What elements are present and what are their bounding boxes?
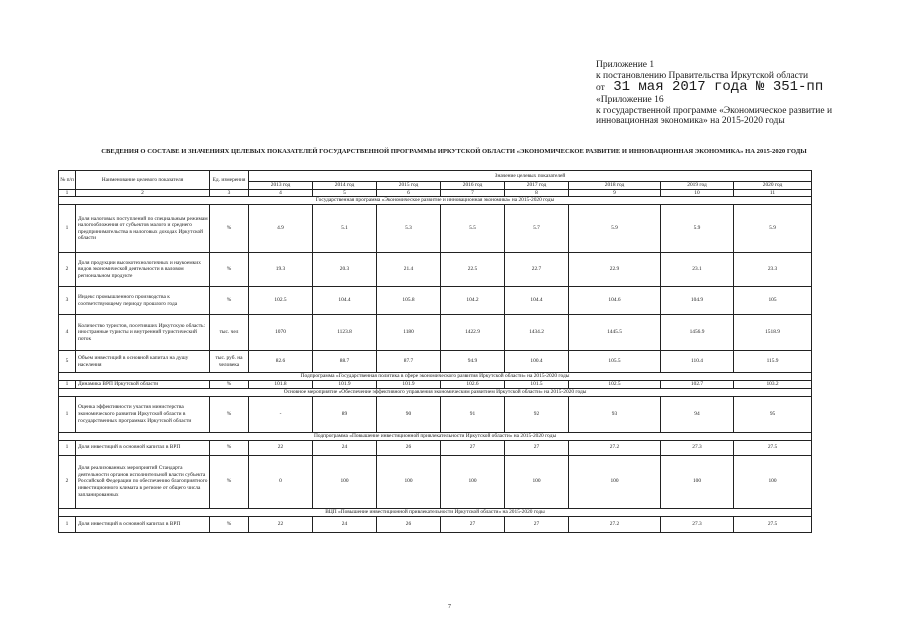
- column-number: 8: [505, 189, 569, 197]
- value-cell: 100: [377, 455, 441, 508]
- value-cell: 105: [734, 287, 812, 315]
- value-cell: 101.8: [249, 381, 313, 389]
- value-cell: 27.5: [734, 516, 812, 532]
- appendix-date-value: 31 мая 2017 года № 351-пп: [613, 79, 824, 95]
- value-cell: 27.2: [569, 516, 661, 532]
- row-number: 2: [59, 455, 76, 508]
- value-cell: 102.6: [441, 381, 505, 389]
- value-cell: 1123.8: [313, 315, 377, 351]
- header-year: 2019 год: [661, 182, 734, 190]
- value-cell: 105.8: [377, 287, 441, 315]
- value-cell: 104.4: [505, 287, 569, 315]
- unit-cell: тыс. руб. на человека: [210, 351, 249, 373]
- row-number: 1: [59, 516, 76, 532]
- value-cell: 102.5: [249, 287, 313, 315]
- value-cell: 104.6: [569, 287, 661, 315]
- value-cell: 1434.2: [505, 315, 569, 351]
- column-number-row: [59, 189, 812, 197]
- value-cell: 115.9: [734, 351, 812, 373]
- row-number: 1: [59, 381, 76, 389]
- section-title: Подпрограмма «Повышение инвестиционной привлекательности Иркутской области» на 2015-2020 годы: [59, 432, 812, 440]
- value-cell: 94: [661, 396, 734, 432]
- value-cell: 22.7: [505, 253, 569, 287]
- table-row: [59, 287, 812, 315]
- value-cell: 5.9: [661, 205, 734, 253]
- column-number: 7: [441, 189, 505, 197]
- value-cell: 104.2: [441, 287, 505, 315]
- appendix-line-4: «Приложение 16: [596, 95, 664, 105]
- value-cell: 22: [249, 440, 313, 455]
- table-row: [59, 381, 812, 389]
- value-cell: 102.7: [661, 381, 734, 389]
- appendix-block: [596, 60, 836, 127]
- value-cell: 27.5: [734, 440, 812, 455]
- value-cell: 5.9: [569, 205, 661, 253]
- value-cell: 27.3: [661, 440, 734, 455]
- value-cell: 22: [249, 516, 313, 532]
- table-row: [59, 253, 812, 287]
- value-cell: 27: [505, 440, 569, 455]
- header-year: 2017 год: [505, 182, 569, 190]
- header-year: 2020 год: [734, 182, 812, 190]
- indicator-name: Доля продукции высокотехнологичных и наукоемких видов экономической деятельности в валовом региональном продукте: [76, 253, 210, 287]
- value-cell: 100: [734, 455, 812, 508]
- table-row: [59, 351, 812, 373]
- value-cell: 5.5: [441, 205, 505, 253]
- value-cell: 101.5: [505, 381, 569, 389]
- column-number: 6: [377, 189, 441, 197]
- header-year: 2015 год: [377, 182, 441, 190]
- value-cell: 5.1: [313, 205, 377, 253]
- section-title: Государственная программа «Экономическое развитие и инновационная экономика» на 2015-2020 годы: [59, 197, 812, 205]
- row-number: 2: [59, 253, 76, 287]
- header-name: Наименование целевого показателя: [76, 171, 210, 190]
- value-cell: 100: [661, 455, 734, 508]
- unit-cell: %: [210, 396, 249, 432]
- section-row: [59, 508, 812, 516]
- indicator-name: Доля реализованных мероприятий Стандарта деятельности органов исполнительной власти субъекта Российской Федерации по обеспечению благоприятного инвестиционного климата в регионе от общего числа запланированных: [76, 455, 210, 508]
- table-row: [59, 315, 812, 351]
- header-year: 2014 год: [313, 182, 377, 190]
- indicator-name: Объем инвестиций в основной капитал на душу населения: [76, 351, 210, 373]
- unit-cell: %: [210, 253, 249, 287]
- value-cell: -: [249, 396, 313, 432]
- unit-cell: %: [210, 287, 249, 315]
- indicator-name: Доля инвестиций в основной капитал в ВРП: [76, 440, 210, 455]
- value-cell: 24: [313, 516, 377, 532]
- value-cell: 110.4: [661, 351, 734, 373]
- value-cell: 27.3: [661, 516, 734, 532]
- header-num: № п/п: [59, 171, 76, 190]
- header-year: 2013 год: [249, 182, 313, 190]
- column-number: 3: [210, 189, 249, 197]
- header-unit: Ед. измерения: [210, 171, 249, 190]
- column-number: 11: [734, 189, 812, 197]
- unit-cell: тыс. чел: [210, 315, 249, 351]
- column-number: 5: [313, 189, 377, 197]
- value-cell: 104.9: [661, 287, 734, 315]
- row-number: 1: [59, 396, 76, 432]
- value-cell: 94.9: [441, 351, 505, 373]
- indicator-name: Оценка эффективности участия министерства экономического развития Иркутской области в государственных программах Иркутской области: [76, 396, 210, 432]
- value-cell: 89: [313, 396, 377, 432]
- value-cell: 100.4: [505, 351, 569, 373]
- appendix-date-prefix: от: [596, 83, 605, 93]
- value-cell: 92: [505, 396, 569, 432]
- value-cell: 26: [377, 516, 441, 532]
- value-cell: 82.6: [249, 351, 313, 373]
- row-number: 5: [59, 351, 76, 373]
- value-cell: 1518.9: [734, 315, 812, 351]
- indicator-name: Количество туристов, посетивших Иркутскую область: иностранные туристы и внутренний туристический поток: [76, 315, 210, 351]
- value-cell: 1180: [377, 315, 441, 351]
- document-title: СВЕДЕНИЯ О СОСТАВЕ И ЗНАЧЕНИЯХ ЦЕЛЕВЫХ ПОКАЗАТЕЛЕЙ ГОСУДАРСТВЕННОЙ ПРОГРАММЫ ИРКУТСКОЙ ОБЛАСТИ «ЭКОНОМИЧЕСКОЕ РАЗВИТИЕ И ИННОВАЦИОННАЯ ЭКОНОМИКА» НА 2015-2020 ГОДЫ: [101, 148, 807, 155]
- value-cell: 20.3: [313, 253, 377, 287]
- unit-cell: %: [210, 205, 249, 253]
- section-row: [59, 197, 812, 205]
- value-cell: 100: [569, 455, 661, 508]
- value-cell: 103.2: [734, 381, 812, 389]
- table-row: [59, 205, 812, 253]
- column-number: 2: [76, 189, 210, 197]
- value-cell: 101.9: [313, 381, 377, 389]
- value-cell: 104.4: [313, 287, 377, 315]
- value-cell: 27.2: [569, 440, 661, 455]
- value-cell: 23.1: [661, 253, 734, 287]
- page-number: 7: [448, 604, 451, 610]
- column-number: 10: [661, 189, 734, 197]
- row-number: 3: [59, 287, 76, 315]
- unit-cell: %: [210, 516, 249, 532]
- header-year: 2016 год: [441, 182, 505, 190]
- value-cell: 1445.5: [569, 315, 661, 351]
- section-title: ВЦП «Повышение инвестиционной привлекательности Иркутской области» на 2015-2020 годы: [59, 508, 812, 516]
- value-cell: 100: [505, 455, 569, 508]
- row-number: 1: [59, 205, 76, 253]
- value-cell: 5.7: [505, 205, 569, 253]
- value-cell: 5.9: [734, 205, 812, 253]
- value-cell: 91: [441, 396, 505, 432]
- value-cell: 1422.9: [441, 315, 505, 351]
- table-row: [59, 440, 812, 455]
- value-cell: 100: [313, 455, 377, 508]
- value-cell: 90: [377, 396, 441, 432]
- section-title: Подпрограмма «Государственная политика в сфере экономического развития Иркутской области» на 2015-2020 годы: [59, 373, 812, 381]
- value-cell: 88.7: [313, 351, 377, 373]
- header-year: 2018 год: [569, 182, 661, 190]
- value-cell: 26: [377, 440, 441, 455]
- value-cell: 102.5: [569, 381, 661, 389]
- value-cell: 87.7: [377, 351, 441, 373]
- column-number: 1: [59, 189, 76, 197]
- value-cell: 5.3: [377, 205, 441, 253]
- value-cell: 95: [734, 396, 812, 432]
- value-cell: 0: [249, 455, 313, 508]
- indicators-table: [58, 170, 812, 533]
- value-cell: 105.5: [569, 351, 661, 373]
- row-number: 1: [59, 440, 76, 455]
- value-cell: 23.3: [734, 253, 812, 287]
- value-cell: 93: [569, 396, 661, 432]
- section-title: Основное мероприятие «Обеспечение эффективного управления экономическим развитием Иркутской области» на 2015-2020 годы: [59, 388, 812, 396]
- unit-cell: %: [210, 455, 249, 508]
- value-cell: 22.5: [441, 253, 505, 287]
- indicator-name: Индекс промышленного производства к соответствующему периоду прошлого года: [76, 287, 210, 315]
- unit-cell: %: [210, 440, 249, 455]
- value-cell: 27: [441, 516, 505, 532]
- value-cell: 101.9: [377, 381, 441, 389]
- value-cell: 27: [441, 440, 505, 455]
- indicator-name: Динамика ВРП Иркутской области: [76, 381, 210, 389]
- value-cell: 1456.9: [661, 315, 734, 351]
- unit-cell: %: [210, 381, 249, 389]
- value-cell: 100: [441, 455, 505, 508]
- column-number: 4: [249, 189, 313, 197]
- table-row: [59, 455, 812, 508]
- value-cell: 22.9: [569, 253, 661, 287]
- value-cell: 1070: [249, 315, 313, 351]
- value-cell: 19.3: [249, 253, 313, 287]
- indicator-name: Доля налоговых поступлений по специальным режимам налогообложения от субъектов малого и среднего предпринимательства в налоговых доходах Иркутской области: [76, 205, 210, 253]
- section-row: [59, 388, 812, 396]
- value-cell: 4.9: [249, 205, 313, 253]
- appendix-line-2: к постановлению Правительства Иркутской области: [596, 70, 809, 81]
- value-cell: 24: [313, 440, 377, 455]
- table-row: [59, 396, 812, 432]
- header-values-group: Значение целевых показателей: [249, 171, 812, 182]
- indicator-name: Доля инвестиций в основной капитал в ВРП: [76, 516, 210, 532]
- section-row: [59, 373, 812, 381]
- column-number: 9: [569, 189, 661, 197]
- value-cell: 21.4: [377, 253, 441, 287]
- row-number: 4: [59, 315, 76, 351]
- section-row: [59, 432, 812, 440]
- value-cell: 27: [505, 516, 569, 532]
- appendix-line-5: к государственной программе «Экономическое развитие и инновационная экономика» на 2015-2020 годы: [596, 105, 833, 126]
- table-row: [59, 516, 812, 532]
- appendix-line-1: Приложение 1: [596, 60, 655, 70]
- appendix-date-line: [596, 81, 836, 95]
